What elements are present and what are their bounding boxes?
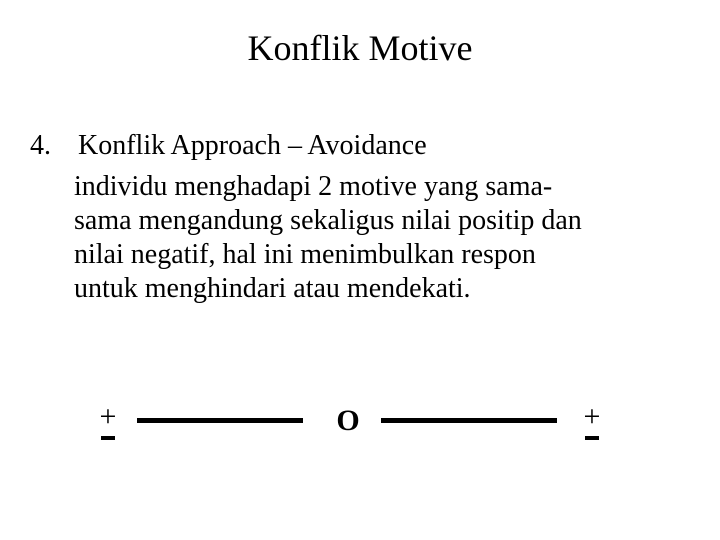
slide-title: Konflik Motive (247, 28, 473, 68)
right-minus-sign (585, 436, 599, 440)
body-line: untuk menghindari atau mendekati. (74, 273, 471, 304)
left-connector-line (137, 418, 303, 423)
body-line: individu menghadapi 2 motive yang sama- (74, 171, 553, 202)
body-line: sama mengandung sekaligus nilai positip dan (74, 205, 582, 236)
right-connector-line (381, 418, 557, 423)
item-number: 4. (30, 130, 51, 161)
body-line: nilai negatif, hal ini menimbulkan respon (74, 239, 536, 270)
center-o-symbol: O (336, 404, 360, 437)
right-plus-sign: + (583, 400, 601, 433)
item-body (74, 170, 674, 306)
left-plus-sign: + (99, 400, 117, 433)
approach-avoidance-diagram (0, 390, 720, 460)
left-minus-sign (101, 436, 115, 440)
item-heading: Konflik Approach – Avoidance (78, 130, 427, 161)
